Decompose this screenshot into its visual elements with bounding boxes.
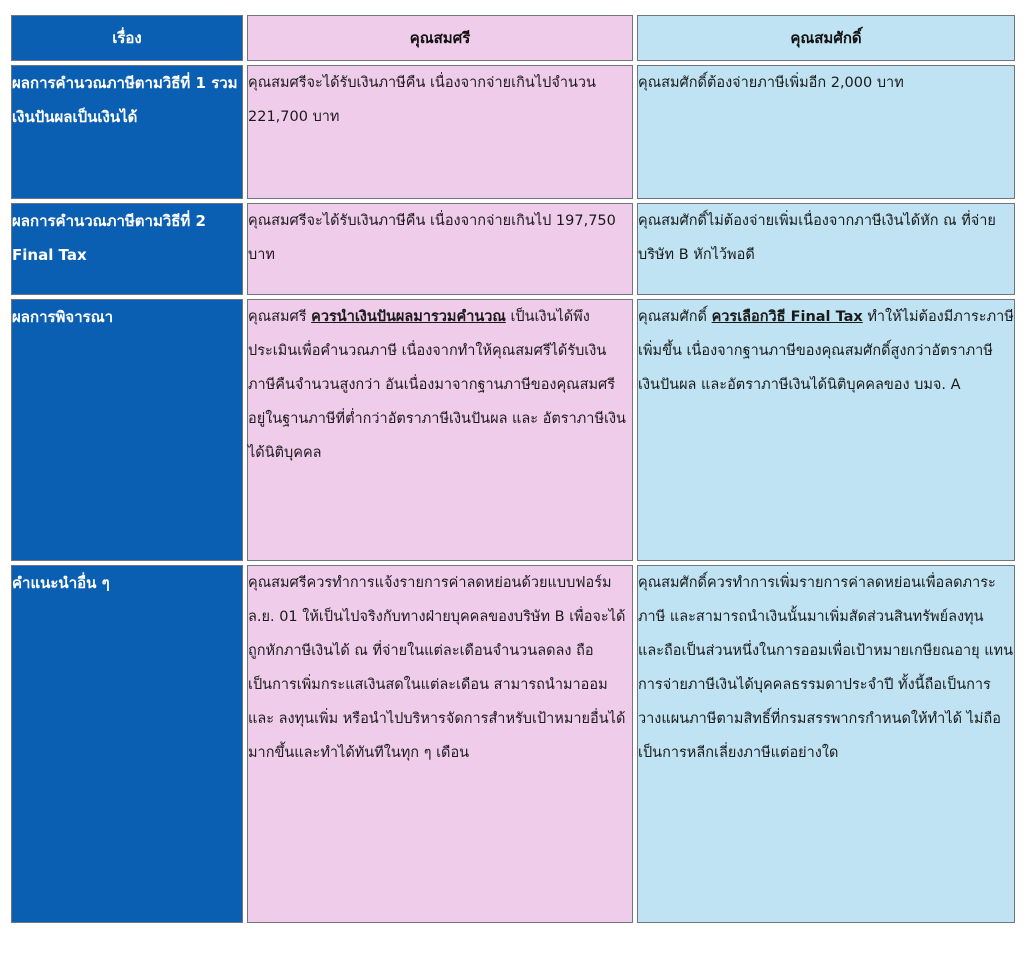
row-topic: ผลการคำนวณภาษีตามวิธีที่ 1 รวมเงินปันผลเป็นเงินได้	[11, 65, 243, 199]
table-header-row	[11, 15, 1015, 61]
row-person-b-text: คุณสมศักดิ์ไม่ต้องจ่ายเพิ่มเนื่องจากภาษีเงินได้หัก ณ ที่จ่าย บริษัท B หักไว้พอดี	[637, 203, 1015, 295]
row-person-b-text: คุณสมศักดิ์ควรทำการเพิ่มรายการค่าลดหย่อนเพื่อลดภาระภาษี และสามารถนำเงินนั้นมาเพิ่มสัดส่วนสินทรัพย์ลงทุน และถือเป็นส่วนหนึ่งในการออมเพื่อเป้าหมายเกษียณอายุ แทนการจ่ายภาษีเงินได้บุคคลธรรมดาประจำปี ทั้งนี้ถือเป็นการวางแผนภาษีตามสิทธิ์ที่กรมสรรพากรกำหนดให้ทำได้ ไม่ถือเป็นการหลีกเลี่ยงภาษีแต่อย่างใด	[637, 565, 1015, 923]
table-row	[11, 65, 1015, 199]
header-person-b: คุณสมศักดิ์	[637, 15, 1015, 61]
table-row	[11, 203, 1015, 295]
row-person-a-text: คุณสมศรีจะได้รับเงินภาษีคืน เนื่องจากจ่ายเกินไป 197,750 บาท	[247, 203, 633, 295]
row-topic: ผลการคำนวณภาษีตามวิธีที่ 2 Final Tax	[11, 203, 243, 295]
comparison-table	[7, 11, 1019, 927]
row-person-b-text	[637, 299, 1015, 561]
recommendation-emphasis: ควรนำเงินปันผลมารวมคำนวณ	[311, 309, 506, 325]
header-topic: เรื่อง	[11, 15, 243, 61]
table-row	[11, 299, 1015, 561]
row-person-a-text	[247, 299, 633, 561]
header-person-a: คุณสมศรี	[247, 15, 633, 61]
row-topic: ผลการพิจารณา	[11, 299, 243, 561]
text-suffix: ทำให้ไม่ต้องมีภาระภาษีเพิ่มขึ้น เนื่องจากฐานภาษีของคุณสมศักดิ์สูงกว่าอัตราภาษีเงินปันผล และอัตราภาษีเงินได้นิติบุคคลของ บมจ. A	[638, 309, 1014, 393]
row-person-b-text: คุณสมศักดิ์ต้องจ่ายภาษีเพิ่มอีก 2,000 บาท	[637, 65, 1015, 199]
text-suffix: เป็นเงินได้พึงประเมินเพื่อคำนวณภาษี เนื่องจากทำให้คุณสมศรีได้รับเงินภาษีคืนจำนวนสูงกว่า อันเนื่องมาจากฐานภาษีของคุณสมศรีอยู่ในฐานภาษีที่ต่ำกว่าอัตราภาษีเงินปันผล และ อัตราภาษีเงินได้นิติบุคคล	[248, 309, 626, 461]
row-person-a-text: คุณสมศรีจะได้รับเงินภาษีคืน เนื่องจากจ่ายเกินไปจำนวน 221,700 บาท	[247, 65, 633, 199]
row-topic: คำแนะนำอื่น ๆ	[11, 565, 243, 923]
table-row	[11, 565, 1015, 923]
row-person-a-text: คุณสมศรีควรทำการแจ้งรายการค่าลดหย่อนด้วยแบบฟอร์ม ล.ย. 01 ให้เป็นไปจริงกับทางฝ่ายบุคคลของบริษัท B เพื่อจะได้ถูกหักภาษีเงินได้ ณ ที่จ่ายในแต่ละเดือนจำนวนลดลง ถือเป็นการเพิ่มกระแสเงินสดในแต่ละเดือน สามารถนำมาออมและ ลงทุนเพิ่ม หรือนำไปบริหารจัดการสำหรับเป้าหมายอื่นได้มากขึ้นและทำได้ทันทีในทุก ๆ เดือน	[247, 565, 633, 923]
text-prefix: คุณสมศักดิ์	[638, 309, 712, 325]
recommendation-emphasis: ควรเลือกวิธี Final Tax	[711, 309, 863, 325]
text-prefix: คุณสมศรี	[248, 309, 312, 325]
